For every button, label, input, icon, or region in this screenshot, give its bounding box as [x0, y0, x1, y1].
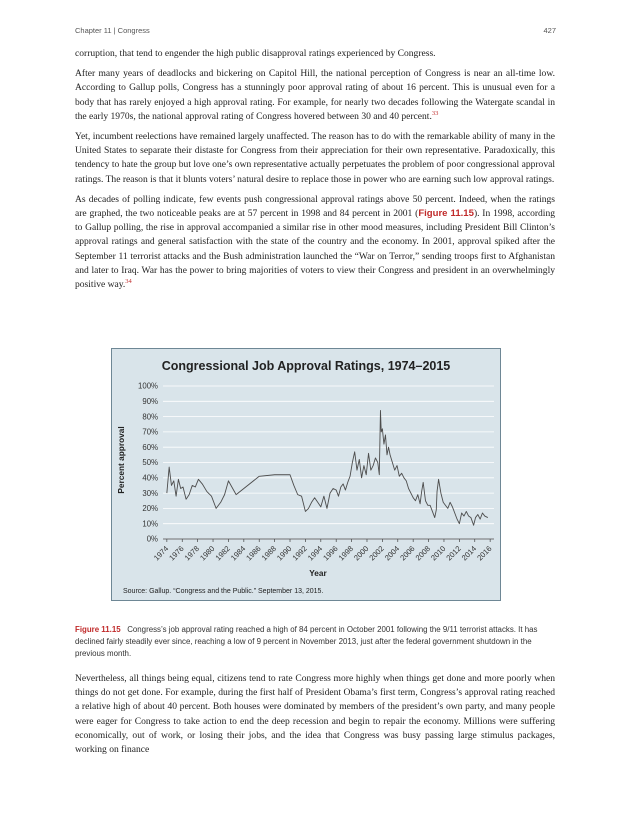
paragraph-text: corruption, that tend to engender the high public disapproval ratings experienced by Congress. [75, 48, 436, 59]
figure-caption [75, 624, 555, 659]
figure-label: Figure 11.15 [75, 625, 121, 634]
x-tick-label: 1996 [321, 544, 340, 563]
x-tick-label: 1984 [228, 544, 248, 563]
y-tick-label: 10% [142, 519, 158, 529]
x-tick-label: 1976 [167, 544, 186, 563]
paragraph-text: Nevertheless, all things being equal, citizens tend to rate Congress more highly when things get done and more poorly when things do not get done. For example, during the first half of President Obama’s first term, Congress’s approval rating reached a relative high of about 40 percent. Both houses were dominated by members of the president’s own party, and many people were eager for Congress to take action to end the deep recession and begin to repair the economy. Millions were suffering economically, out of work, or losing their jobs, and the idea that Congress was busy passing large stimulus packages, working on finance [75, 673, 555, 756]
x-tick-label: 2004 [382, 544, 402, 563]
x-tick-label: 2014 [459, 544, 479, 563]
chart-title: Congressional Job Approval Ratings, 1974–2015 [161, 359, 451, 373]
x-tick-label: 2012 [444, 544, 463, 563]
page-number: 427 [543, 26, 556, 35]
x-tick-label: 2000 [352, 544, 371, 563]
paragraph [75, 67, 555, 124]
y-tick-label: 70% [142, 427, 158, 437]
paragraph-text: After many years of deadlocks and bickering on Capitol Hill, the national perception of Congress is near an all-time low. According to Gallup polls, Congress has a stunningly poor approval rating of about 16 percent. This is unusual even for a body that has rarely enjoyed a high approval rating. For example, for nearly two decades following the Watergate scandal in the early 1970s, the national approval rating of Congress hovered between 30 and 40 percent. [75, 68, 555, 122]
x-tick-label: 2010 [429, 544, 448, 563]
x-tick-label: 1982 [213, 544, 232, 563]
x-tick-label: 1990 [275, 544, 294, 563]
running-header-chapter: Chapter 11 | Congress [75, 26, 150, 35]
y-axis-label: Percent approval [116, 426, 126, 494]
x-tick-label: 1992 [290, 544, 309, 563]
x-tick-label: 1988 [259, 544, 279, 563]
x-tick-label: 1998 [336, 544, 356, 563]
x-tick-label: 2008 [413, 544, 432, 563]
y-tick-label: 0% [146, 534, 158, 544]
footnote-marker[interactable]: 33 [431, 109, 439, 117]
footnote-marker[interactable]: 34 [125, 277, 132, 285]
x-tick-label: 1986 [244, 544, 263, 563]
x-tick-label: 1978 [182, 544, 202, 563]
y-tick-label: 20% [142, 504, 158, 514]
x-tick-label: 2016 [475, 544, 494, 563]
chart-source-note: Source: Gallup. “Congress and the Public.” September 13, 2015. [123, 588, 324, 595]
caption-text: Congress’s job approval rating reached a high of 84 percent in October 2001 following the 9/11 terrorist attacks. It has declined fairly steadily ever since, reaching a low of 9 percent in November 2013, just after the federal government shutdown in the previous month. [75, 625, 538, 658]
y-tick-label: 100% [138, 381, 158, 391]
paragraph-text: As decades of polling indicate, few events push congressional approval ratings above 50 percent. Indeed, when the ratings are graphed, the two noticeable peaks are at 57 percent in 1998 and 84 percent in 2001 ( [75, 193, 555, 220]
paragraph [75, 672, 555, 757]
x-tick-label: 2002 [367, 544, 386, 563]
approval-chart [111, 348, 501, 601]
body-text-bottom [75, 672, 555, 763]
figure-reference-link[interactable]: Figure 11.15 [418, 208, 474, 220]
paragraph [75, 193, 555, 292]
approval-chart-svg [111, 348, 501, 601]
y-tick-label: 90% [142, 397, 158, 406]
y-tick-label: 60% [142, 442, 158, 452]
paragraph [75, 47, 555, 61]
x-tick-label: 1974 [151, 544, 171, 563]
y-tick-label: 50% [142, 458, 158, 468]
x-axis-label: Year [309, 568, 327, 578]
y-tick-label: 80% [142, 412, 158, 422]
paragraph-text: Yet, incumbent reelections have remained largely unaffected. The reason has to do with the remarkable ability of many in the United States to separate their distaste for Congress from their appreciation for their own representative. Paradoxically, this tendency to hate the group but love one’s own representative actually perpetuates the problem of poor congressional approval ratings. The reason is that it blunts voters’ natural desire to replace those in power who are earning such low approval ratings. [75, 131, 555, 185]
paragraph-text: ). In 1998, according to Gallup polling, the rise in approval accompanied a similar rise in other mood measures, including President Bill Clinton’s approval ratings and general satisfaction with the state of the country and the economy. In 2001, approval spiked after the September 11 terrorist attacks and the Bush administration launched the “War on Terror,” sending troops first to Afghanistan and later to Iraq. War has the power to bring majorities of voters to view their Congress and president in an overwhelmingly positive way. [75, 208, 555, 291]
body-text-top [75, 47, 555, 298]
y-tick-label: 30% [142, 488, 158, 498]
x-tick-label: 1994 [305, 544, 325, 563]
x-tick-label: 2006 [398, 544, 417, 563]
y-tick-label: 40% [142, 473, 158, 483]
paragraph [75, 130, 555, 187]
x-tick-label: 1980 [198, 544, 217, 563]
